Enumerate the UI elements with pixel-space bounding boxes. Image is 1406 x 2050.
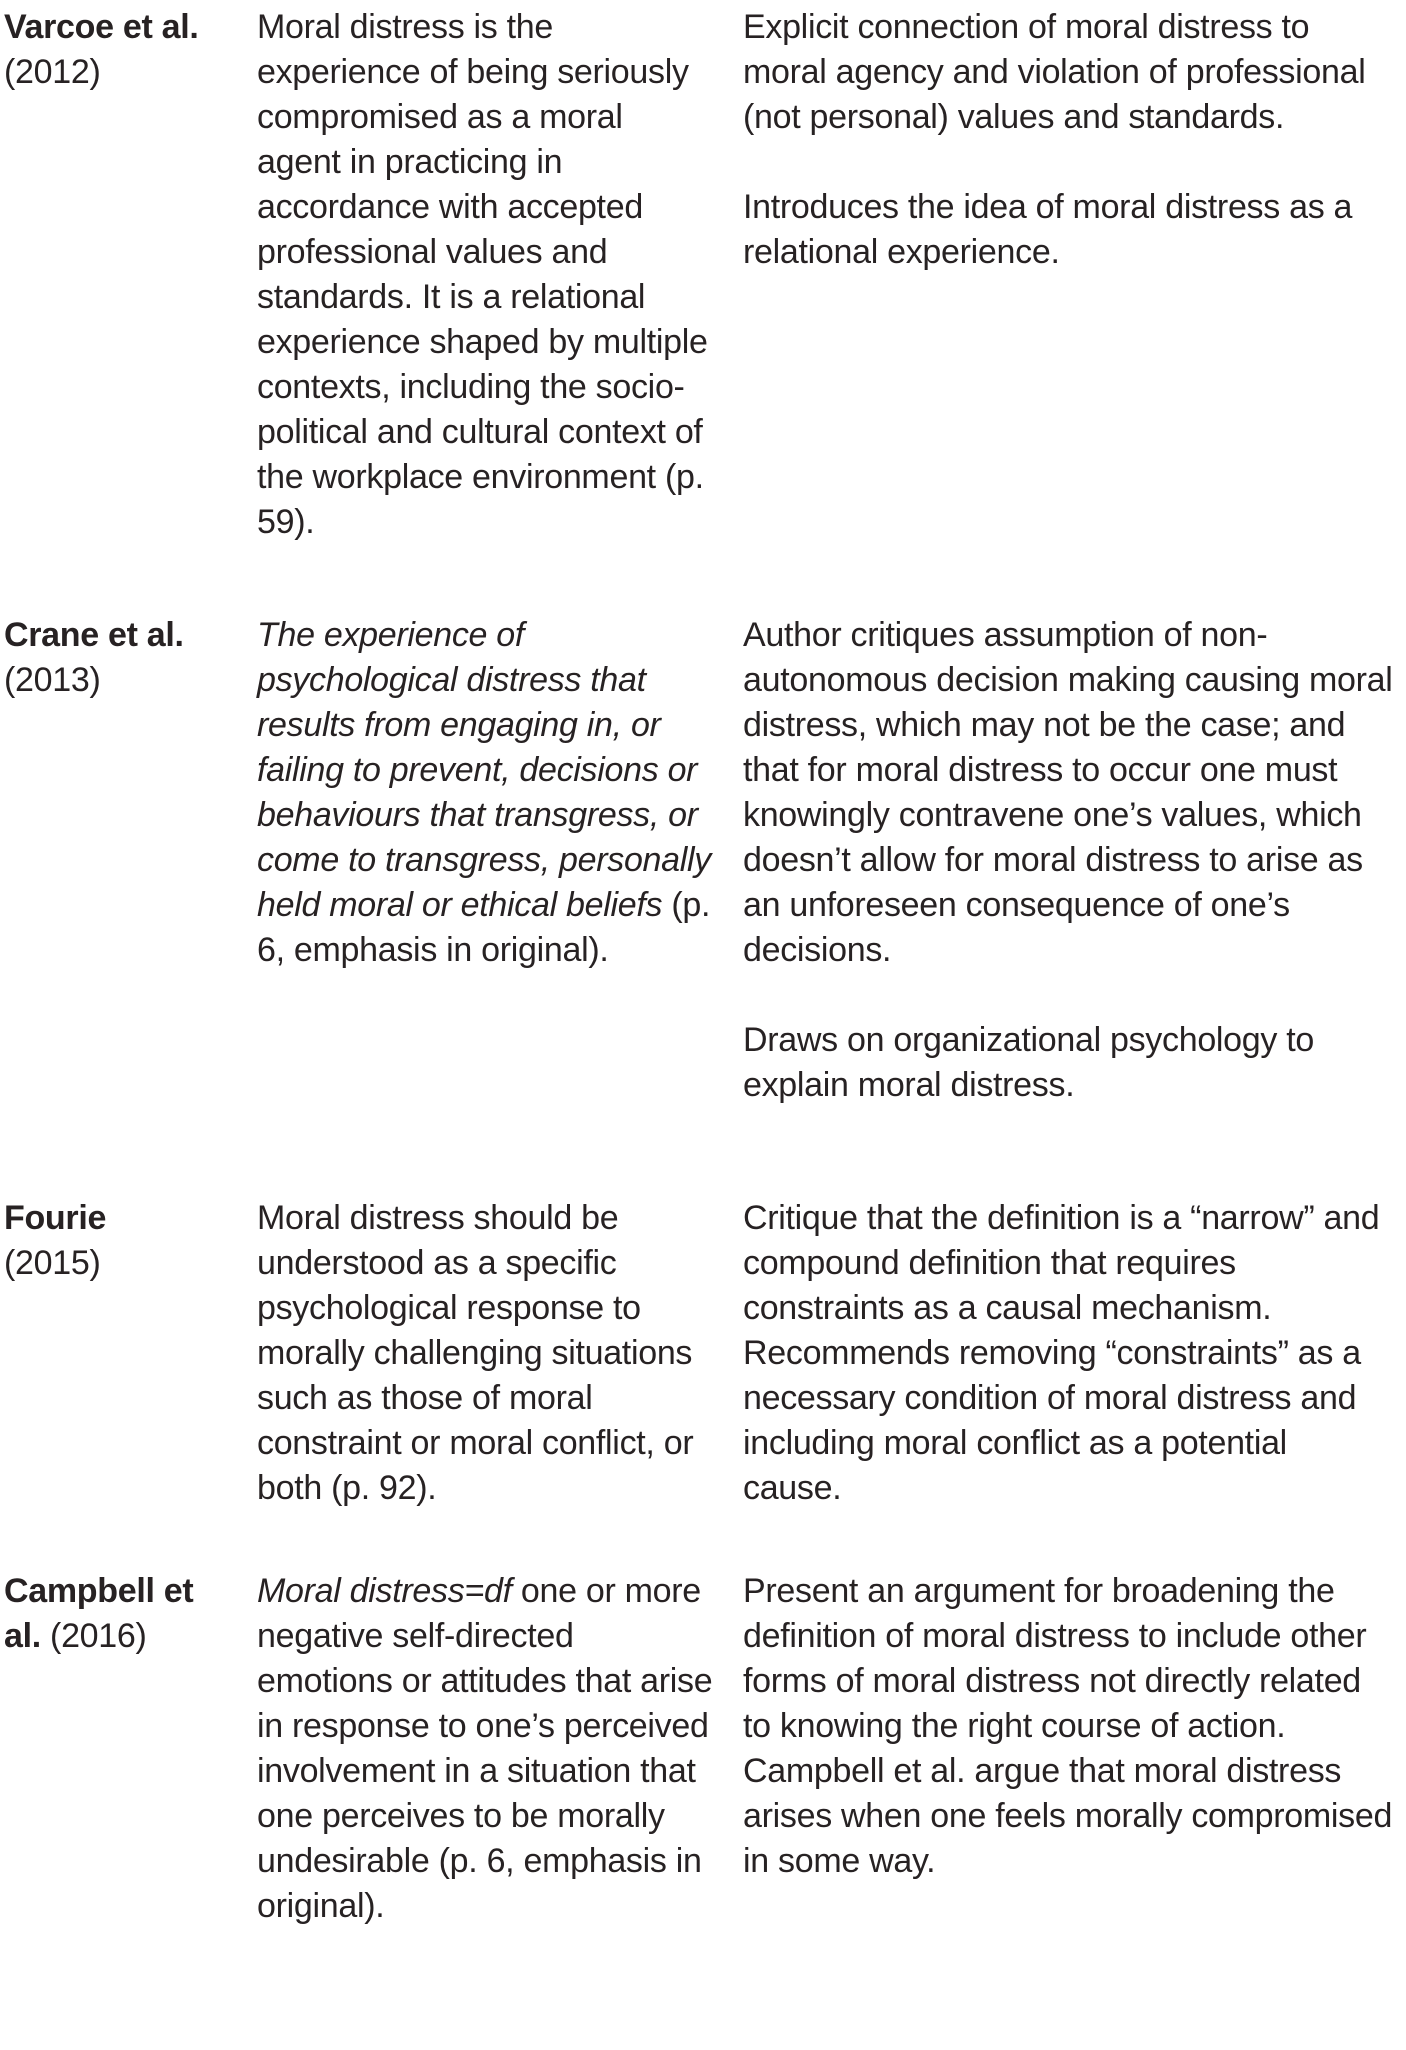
note-paragraph: Draws on organizational psychology to explain moral distress. [743,1021,1315,1104]
note-paragraph: Present an argument for broadening the definition of moral distress to include other forms of moral distress not directly related to knowing the right course of action. Campbell et al. argue that moral distress arises when one feels morally compromised in some way. [743,1572,1393,1880]
author-name: Campbell et [4,1572,194,1610]
definition-cell: The experience of psychological distress that results from engaging in, or failing to prevent, decisions or behaviours that transgress, or come to transgress, personally held moral or ethical beliefs (p. 6, emphasis in original). [257,616,711,969]
author-year: (2013) [4,661,101,699]
author-cell [4,5,257,545]
note-paragraph: Explicit connection of moral distress to moral agency and violation of professional (not personal) values and standards. [743,8,1366,136]
table-row [4,1569,1406,1929]
author-year: al. (2016) [4,1617,147,1655]
table-row [4,613,1406,1108]
definition-cell: Moral distress=df one or more negative self-directed emotions or attitudes that arise in response to one’s perceived involvement in a situation that one perceives to be morally undesirable (p. 6, emphasis in original). [257,1572,713,1925]
author-name: Crane et al. [4,616,184,654]
author-cell [4,1569,257,1929]
note-paragraph: Introduces the idea of moral distress as a relational experience. [743,188,1353,271]
note-paragraph: Author critiques assumption of non-autonomous decision making causing moral distress, which may not be the case; and that for moral distress to occur one must knowingly contravene one’s values, which doesn’t allow for moral distress to arise as an unforeseen consequence of one’s decisions. [743,616,1393,969]
author-year: (2012) [4,53,101,91]
author-cell [4,1196,257,1511]
table-row [4,1196,1406,1511]
author-year: (2015) [4,1244,101,1282]
notes-cell [743,5,1406,545]
definition-cell: Moral distress is the experience of being seriously compromised as a moral agent in practicing in accordance with accepted professional values and standards. It is a relational experience shaped by multiple contexts, including the socio-political and cultural context of the workplace environment (p. 59). [257,8,708,541]
definition-cell: Moral distress should be understood as a specific psychological response to morally challenging situations such as those of moral constraint or moral conflict, or both (p. 92). [257,1199,694,1507]
notes-cell [743,1569,1406,1929]
author-name: Fourie [4,1199,107,1237]
notes-cell [743,613,1406,1108]
notes-cell [743,1196,1406,1511]
author-cell [4,613,257,1108]
note-paragraph: Critique that the definition is a “narrow” and compound definition that requires constraints as a causal mechanism. Recommends removing “constraints” as a necessary condition of moral distress and including moral conflict as a potential cause. [743,1199,1380,1507]
table-row [4,5,1406,545]
author-name: Varcoe et al. [4,8,199,46]
